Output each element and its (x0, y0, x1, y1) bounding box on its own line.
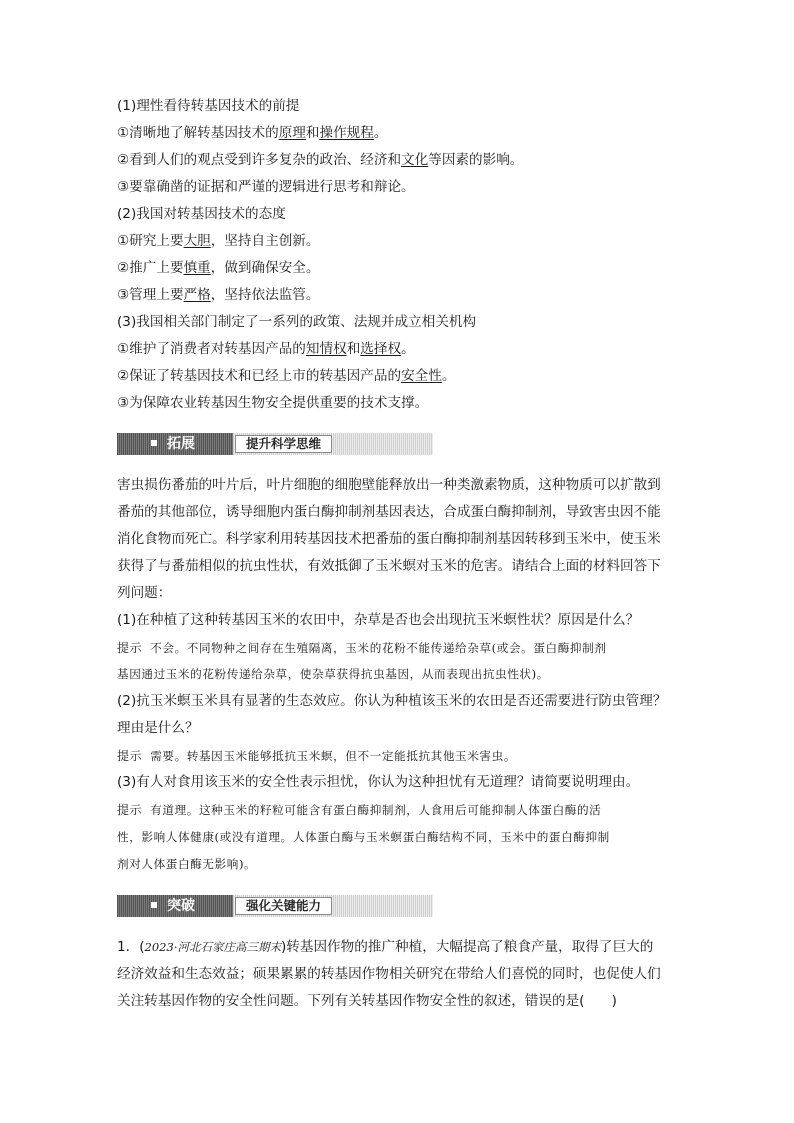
square-icon (151, 440, 157, 446)
list-item: ③为保障农业转基因生物安全提供重要的技术支撑。 (117, 395, 429, 411)
hint-answer-3: 提示 有道理。这种玉米的籽粒可能含有蛋白酶抑制剂，人食用后可能抑制人体蛋白酶的活 (117, 803, 602, 817)
paragraph-line: 番茄的其他部位，诱导细胞内蛋白酶抑制剂基因表达，合成蛋白酶抑制剂，导致害虫因不能 (117, 504, 661, 520)
hint-answer-3-cont: 性，影响人体健康(或没有道理。人体蛋白酶与玉米螟蛋白酶结构不同，玉米中的蛋白酶抑制 (117, 830, 610, 844)
section-banner-breakthrough (117, 895, 433, 917)
list-item: ③要靠确凿的证据和严谨的逻辑进行思考和辩论。 (117, 179, 415, 195)
paragraph-line: 害虫损伤番茄的叶片后，叶片细胞的细胞壁能释放出一种类激素物质，这种物质可以扩散到 (117, 477, 661, 493)
square-icon (151, 902, 157, 908)
question-3: (3)有人对食用该玉米的安全性表示担忧，你认为这种担忧有无道理？请简要说明理由。 (117, 774, 640, 790)
paragraph-line: 列问题： (117, 585, 172, 601)
question-2-cont: 理由是什么？ (117, 720, 199, 736)
heading-premise: (1)理性看待转基因技术的前提 (117, 98, 300, 114)
list-item: ③管理上要严格，坚持依法监管。 (117, 287, 320, 303)
list-item: ①维护了消费者对转基因产品的知情权和选择权。 (117, 341, 415, 357)
hint-answer-1: 提示 不会。不同物种之间存在生殖隔离，玉米的花粉不能传递给杂草(或会。蛋白酶抑制剂 (117, 641, 607, 655)
heading-attitude: (2)我国对转基因技术的态度 (117, 206, 286, 222)
hint-answer-2: 提示 需要。转基因玉米能够抵抗玉米螟，但不一定能抵抗其他玉米害虫。 (117, 749, 517, 763)
question-2: (2)抗玉米螟玉米具有显著的生态效应。你认为种植该玉米的农田是否还需要进行防虫管理？ (117, 693, 667, 709)
banner-tag: 强化关键能力 (235, 897, 332, 915)
hint-answer-1-cont: 基因通过玉米的花粉传递给杂草，使杂草获得抗虫基因，从而表现出抗虫性状)。 (117, 667, 549, 681)
question-1-stem-cont: 关注转基因作物的安全性问题。下列有关转基因作物安全性的叙述，错误的是( ) (117, 993, 617, 1009)
list-item: ①清晰地了解转基因技术的原理和操作规程。 (117, 125, 388, 141)
banner-title-block: 拓展 (117, 433, 233, 455)
banner-tag: 提升科学思维 (235, 435, 332, 453)
question-1: (1)在种植了这种转基因玉米的农田中，杂草是否也会出现抗玉米螟性状？原因是什么？ (117, 612, 640, 628)
question-source: 2023·河北石家庄高三期末 (144, 940, 281, 954)
list-item: ②保证了转基因技术和已经上市的转基因产品的安全性。 (117, 368, 456, 384)
paragraph-line: 消化食物而死亡。科学家利用转基因技术把番茄的蛋白酶抑制剂基因转移到玉米中，使玉米 (117, 531, 661, 547)
paragraph-line: 获得了与番茄相似的抗虫性状，有效抵御了玉米螟对玉米的危害。请结合上面的材料回答下 (117, 558, 661, 574)
hint-answer-3-cont: 剂对人体蛋白酶无影响)。 (117, 857, 257, 871)
banner-title-block: 突破 (117, 895, 233, 917)
question-1-stem-cont: 经济效益和生态效益；硕果累累的转基因作物相关研究在带给人们喜悦的同时，也促使人们 (117, 966, 661, 982)
question-1-stem: 1．(2023·河北石家庄高三期末)转基因作物的推广种植，大幅提高了粮食产量，取得了巨大的 (117, 939, 654, 955)
list-item: ①研究上要大胆，坚持自主创新。 (117, 233, 320, 249)
heading-policies: (3)我国相关部门制定了一系列的政策、法规并成立相关机构 (117, 314, 477, 330)
section-banner-expand (117, 433, 433, 455)
list-item: ②推广上要慎重，做到确保安全。 (117, 260, 320, 276)
list-item: ②看到人们的观点受到许多复杂的政治、经济和文化等因素的影响。 (117, 152, 524, 168)
